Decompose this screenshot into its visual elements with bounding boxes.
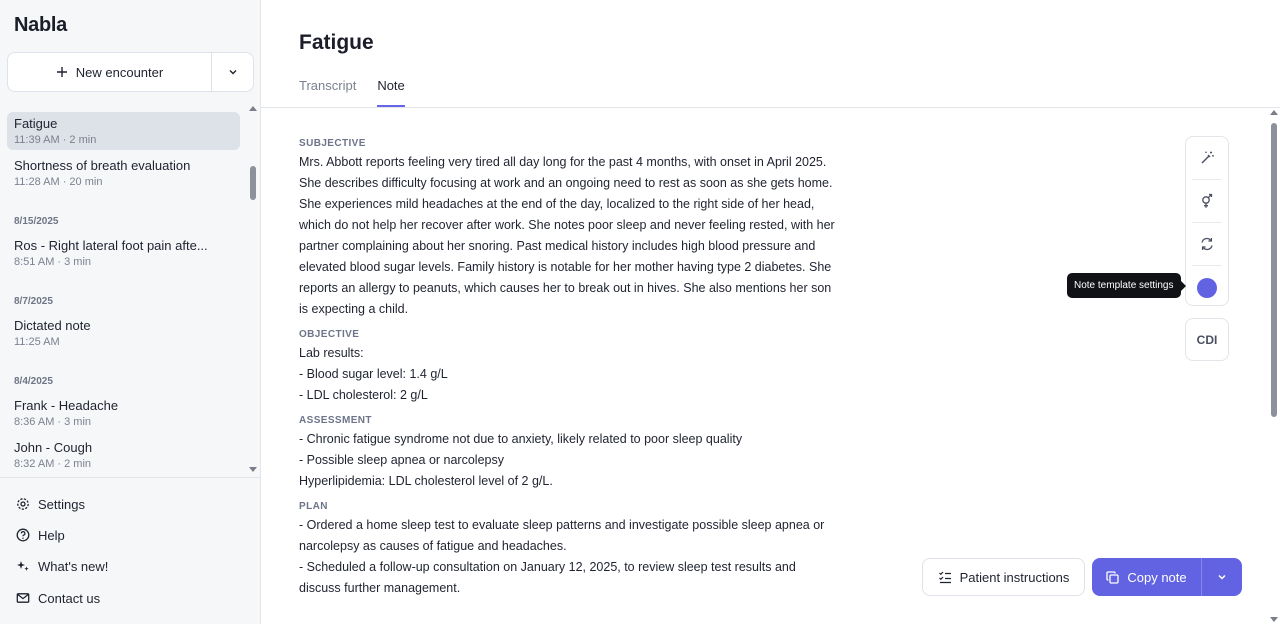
encounter-list: [0, 104, 247, 472]
encounter-item-fatigue[interactable]: [7, 112, 240, 150]
tab-note[interactable]: Note: [377, 78, 404, 107]
section-line: - LDL cholesterol: 2 g/L: [299, 388, 428, 402]
new-encounter-button-group: [7, 52, 254, 92]
note-content: [299, 136, 839, 624]
tooltip: Note template settings: [1067, 273, 1181, 298]
sidebar-scrollbar[interactable]: [247, 104, 259, 474]
main-panel: [261, 0, 1280, 624]
note-section-objective: [299, 327, 839, 406]
checklist-icon: [938, 570, 952, 584]
tab-transcript[interactable]: Transcript: [299, 78, 357, 93]
settings-link[interactable]: [16, 494, 85, 514]
note-section-subjective: [299, 136, 839, 320]
rail-separator: [1192, 265, 1222, 266]
encounter-title: Shortness of breath evaluation: [14, 158, 191, 173]
sidebar: [0, 0, 261, 624]
template-indicator-dot: [1197, 278, 1217, 298]
section-line: - Chronic fatigue syndrome not due to anxiety, likely related to poor sleep quality: [299, 432, 743, 446]
copy-note-button[interactable]: [1092, 558, 1202, 596]
help-circle-icon: [16, 528, 30, 542]
encounter-title: Ros - Right lateral foot pain afte...: [14, 238, 208, 253]
section-line: Hyperlipidemia: LDL cholesterol level of 2 g/L.: [299, 474, 553, 488]
new-encounter-label: New encounter: [75, 64, 164, 80]
main-scroll-thumb[interactable]: [1271, 123, 1277, 417]
copy-icon: [1106, 571, 1119, 584]
encounter-item-frank-headache[interactable]: [7, 394, 240, 432]
encounter-item-shortness-of-breath[interactable]: [7, 154, 240, 192]
help-link[interactable]: [16, 525, 65, 545]
patient-instructions-button[interactable]: [922, 558, 1085, 596]
magic-wand-icon: [1199, 150, 1215, 166]
magic-wand-button[interactable]: [1186, 137, 1228, 179]
scroll-up-arrow-icon[interactable]: [249, 106, 257, 111]
encounter-title: Dictated note: [14, 318, 91, 333]
encounter-meta: 11:25 AM: [14, 336, 60, 348]
copy-note-label: Copy note: [1127, 569, 1187, 585]
section-header: PLAN: [299, 501, 328, 512]
encounter-item-dictated-note[interactable]: [7, 314, 240, 352]
scroll-up-arrow-icon[interactable]: [1270, 110, 1278, 115]
note-section-plan: [299, 499, 839, 599]
regenerate-button[interactable]: [1186, 223, 1228, 265]
section-header: OBJECTIVE: [299, 329, 360, 340]
encounter-title: John - Cough: [14, 440, 93, 455]
tabs-divider: [261, 107, 1280, 108]
encounter-title: Fatigue: [14, 116, 58, 131]
tab-bar: [299, 78, 405, 107]
settings-label: Settings: [38, 496, 85, 512]
note-section-assessment: [299, 413, 839, 492]
section-line: - Scheduled a follow-up consultation on January 12, 2025, to review sleep test results and discuss further management.: [299, 560, 796, 595]
chevron-down-icon: [1217, 572, 1227, 582]
refresh-icon: [1199, 236, 1215, 252]
plus-icon: [56, 66, 68, 78]
section-line: Lab results:: [299, 346, 364, 360]
whats-new-label: What's new!: [38, 558, 109, 574]
section-header: SUBJECTIVE: [299, 138, 366, 149]
section-header: ASSESSMENT: [299, 415, 372, 426]
encounter-item-ros[interactable]: [7, 234, 240, 272]
sidebar-divider: [0, 477, 260, 478]
sidebar-scroll-thumb[interactable]: [250, 166, 256, 200]
date-header: 8/4/2025: [14, 376, 53, 387]
gender-icon: [1199, 193, 1215, 209]
encounter-meta: 11:28 AM · 20 min: [14, 176, 103, 188]
copy-note-dropdown-button[interactable]: [1202, 558, 1242, 596]
note-tools-rail: [1185, 136, 1229, 306]
section-line: - Blood sugar level: 1.4 g/L: [299, 367, 448, 381]
section-text: Mrs. Abbott reports feeling very tired all day long for the past 4 months, with onset in April 2025. She describes difficulty focusing at work and an ongoing need to rest as soon as she gets home. She experiences mild headaches at the end of the day, localized to the right side of her head, which do not help her recover after work. She notes poor sleep and never feeling rested, with her partner complaining about her snoring. Past medical history includes high blood pressure and elevated blood sugar levels. Family history is notable for her mother having type 2 diabetes. She reports an allergy to peanuts, which causes her to break out in hives. She also mentions her son is expecting a child.: [299, 155, 835, 316]
main-scrollbar[interactable]: [1268, 108, 1280, 624]
chevron-down-icon: [228, 67, 238, 77]
encounter-title: Frank - Headache: [14, 398, 119, 413]
contact-us-label: Contact us: [38, 590, 101, 606]
cdi-button[interactable]: CDI: [1185, 318, 1229, 361]
date-header: 8/7/2025: [14, 296, 53, 307]
app-logo[interactable]: Nabla: [14, 14, 67, 36]
sparkle-icon: [16, 559, 30, 573]
new-encounter-button[interactable]: [8, 53, 212, 91]
scroll-down-arrow-icon[interactable]: [249, 467, 257, 472]
note-template-settings-button[interactable]: [1186, 267, 1228, 309]
encounter-meta: 11:39 AM · 2 min: [14, 134, 97, 146]
contact-us-link[interactable]: [16, 588, 100, 608]
new-encounter-dropdown-button[interactable]: [212, 53, 253, 91]
page-title: Fatigue: [299, 31, 374, 54]
date-header: 8/15/2025: [14, 216, 59, 227]
encounter-meta: 8:51 AM · 3 min: [14, 256, 92, 268]
encounter-meta: 8:32 AM · 2 min: [14, 458, 92, 470]
gender-button[interactable]: [1186, 180, 1228, 222]
patient-instructions-label: Patient instructions: [959, 569, 1070, 585]
whats-new-link[interactable]: [16, 556, 108, 576]
mail-icon: [16, 591, 30, 605]
copy-note-button-group: [1092, 558, 1242, 596]
encounter-meta: 8:36 AM · 3 min: [14, 416, 92, 428]
help-label: Help: [38, 527, 65, 543]
gear-icon: [16, 497, 30, 511]
section-line: - Ordered a home sleep test to evaluate sleep patterns and investigate possible sleep apnea or narcolepsy as causes of fatigue and headaches.: [299, 518, 825, 553]
section-line: - Possible sleep apnea or narcolepsy: [299, 453, 504, 467]
encounter-item-john-cough[interactable]: [7, 436, 240, 472]
scroll-down-arrow-icon[interactable]: [1270, 617, 1278, 622]
